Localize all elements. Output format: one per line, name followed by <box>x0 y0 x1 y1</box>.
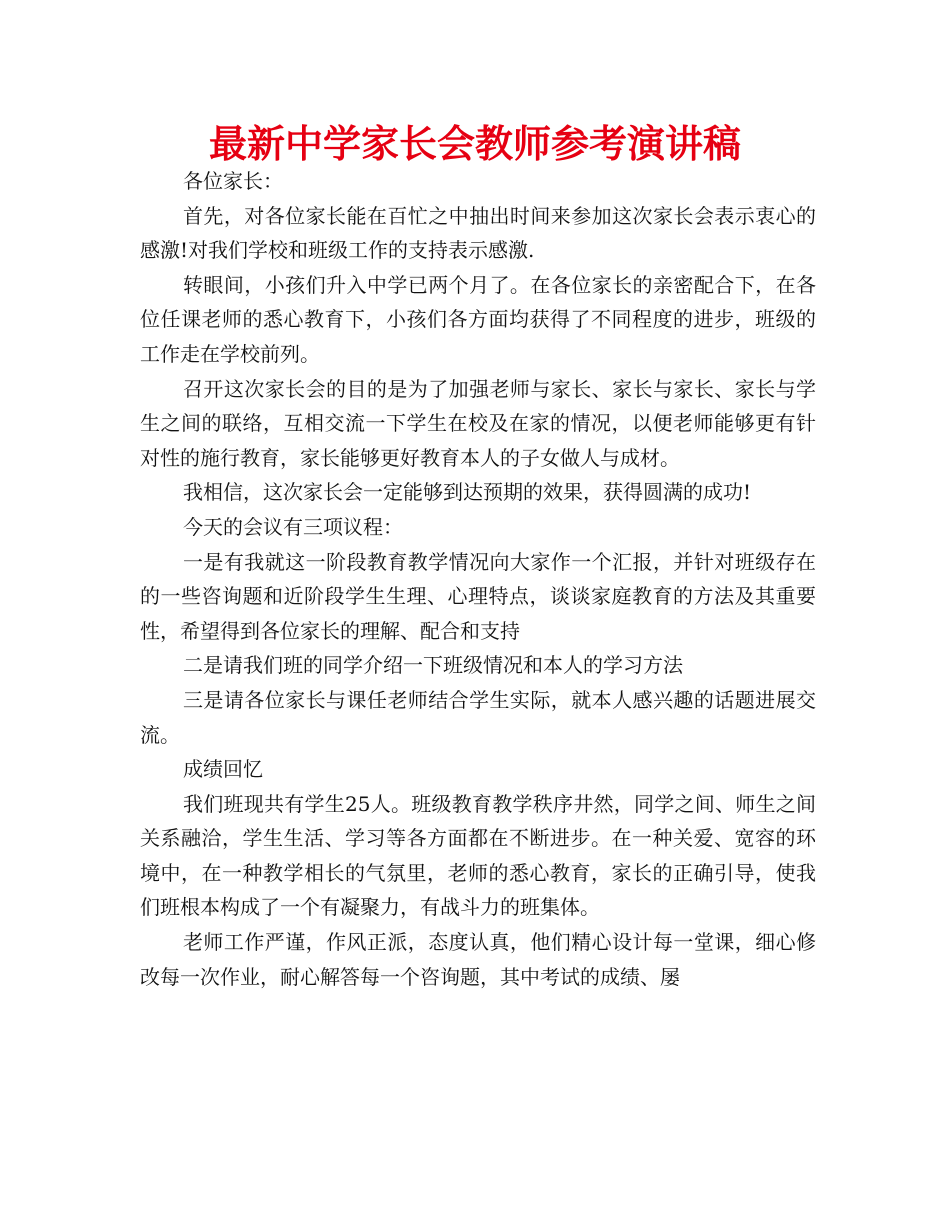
paragraph: 召开这次家长会的目的是为了加强老师与家长、家长与家长、家长与学生之间的联络，互相交流一下学生在校及在家的情况，以便老师能够更有针对性的施行教育，家长能够更好教育本人的子女做人与成材。 <box>140 376 816 470</box>
paragraph: 老师工作严谨，作风正派，态度认真，他们精心设计每一堂课，细心修改每一次作业，耐心解答每一个咨询题，其中考试的成绩、屡 <box>140 930 816 989</box>
paragraph-agenda-item: 一是有我就这一阶段教育教学情况向大家作一个汇报，并针对班级存在的一些咨询题和近阶段学生生理、心理特点，谈谈家庭教育的方法及其重要性，希望得到各位家长的理解、配合和支持 <box>140 549 816 643</box>
paragraph: 转眼间，小孩们升入中学已两个月了。在各位家长的亲密配合下，在各位任课老师的悉心教育下，小孩们各方面均获得了不同程度的进步，班级的工作走在学校前列。 <box>140 272 816 366</box>
document-title: 最新中学家长会教师参考演讲稿 <box>208 122 741 166</box>
paragraph-agenda-item: 三是请各位家长与课任老师结合学生实际，就本人感兴趣的话题进展交流。 <box>140 687 816 747</box>
paragraph-agenda-intro: 今天的会议有三项议程： <box>183 514 403 539</box>
paragraph-agenda-item: 二是请我们班的同学介绍一下班级情况和本人的学习方法 <box>183 653 683 678</box>
paragraph: 首先，对各位家长能在百忙之中抽出时间来参加这次家长会表示衷心的感激!对我们学校和班级工作的支持表示感激. <box>140 203 816 263</box>
paragraph: 我相信，这次家长会一定能够到达预期的效果，获得圆满的成功! <box>183 480 752 505</box>
section-heading: 成绩回忆 <box>183 757 263 782</box>
paragraph-greeting: 各位家长： <box>183 169 283 193</box>
paragraph: 我们班现共有学生25人。班级教育教学秩序井然，同学之间、师生之间关系融洽，学生生活、学习等各方面都在不断进步。在一种关爱、宽容的环境中，在一种教学相长的气氛里，老师的悉心教育，家长的正确引导，使我们班根本构成了一个有凝聚力，有战斗力的班集体。 <box>140 791 816 920</box>
document-body <box>140 164 816 994</box>
